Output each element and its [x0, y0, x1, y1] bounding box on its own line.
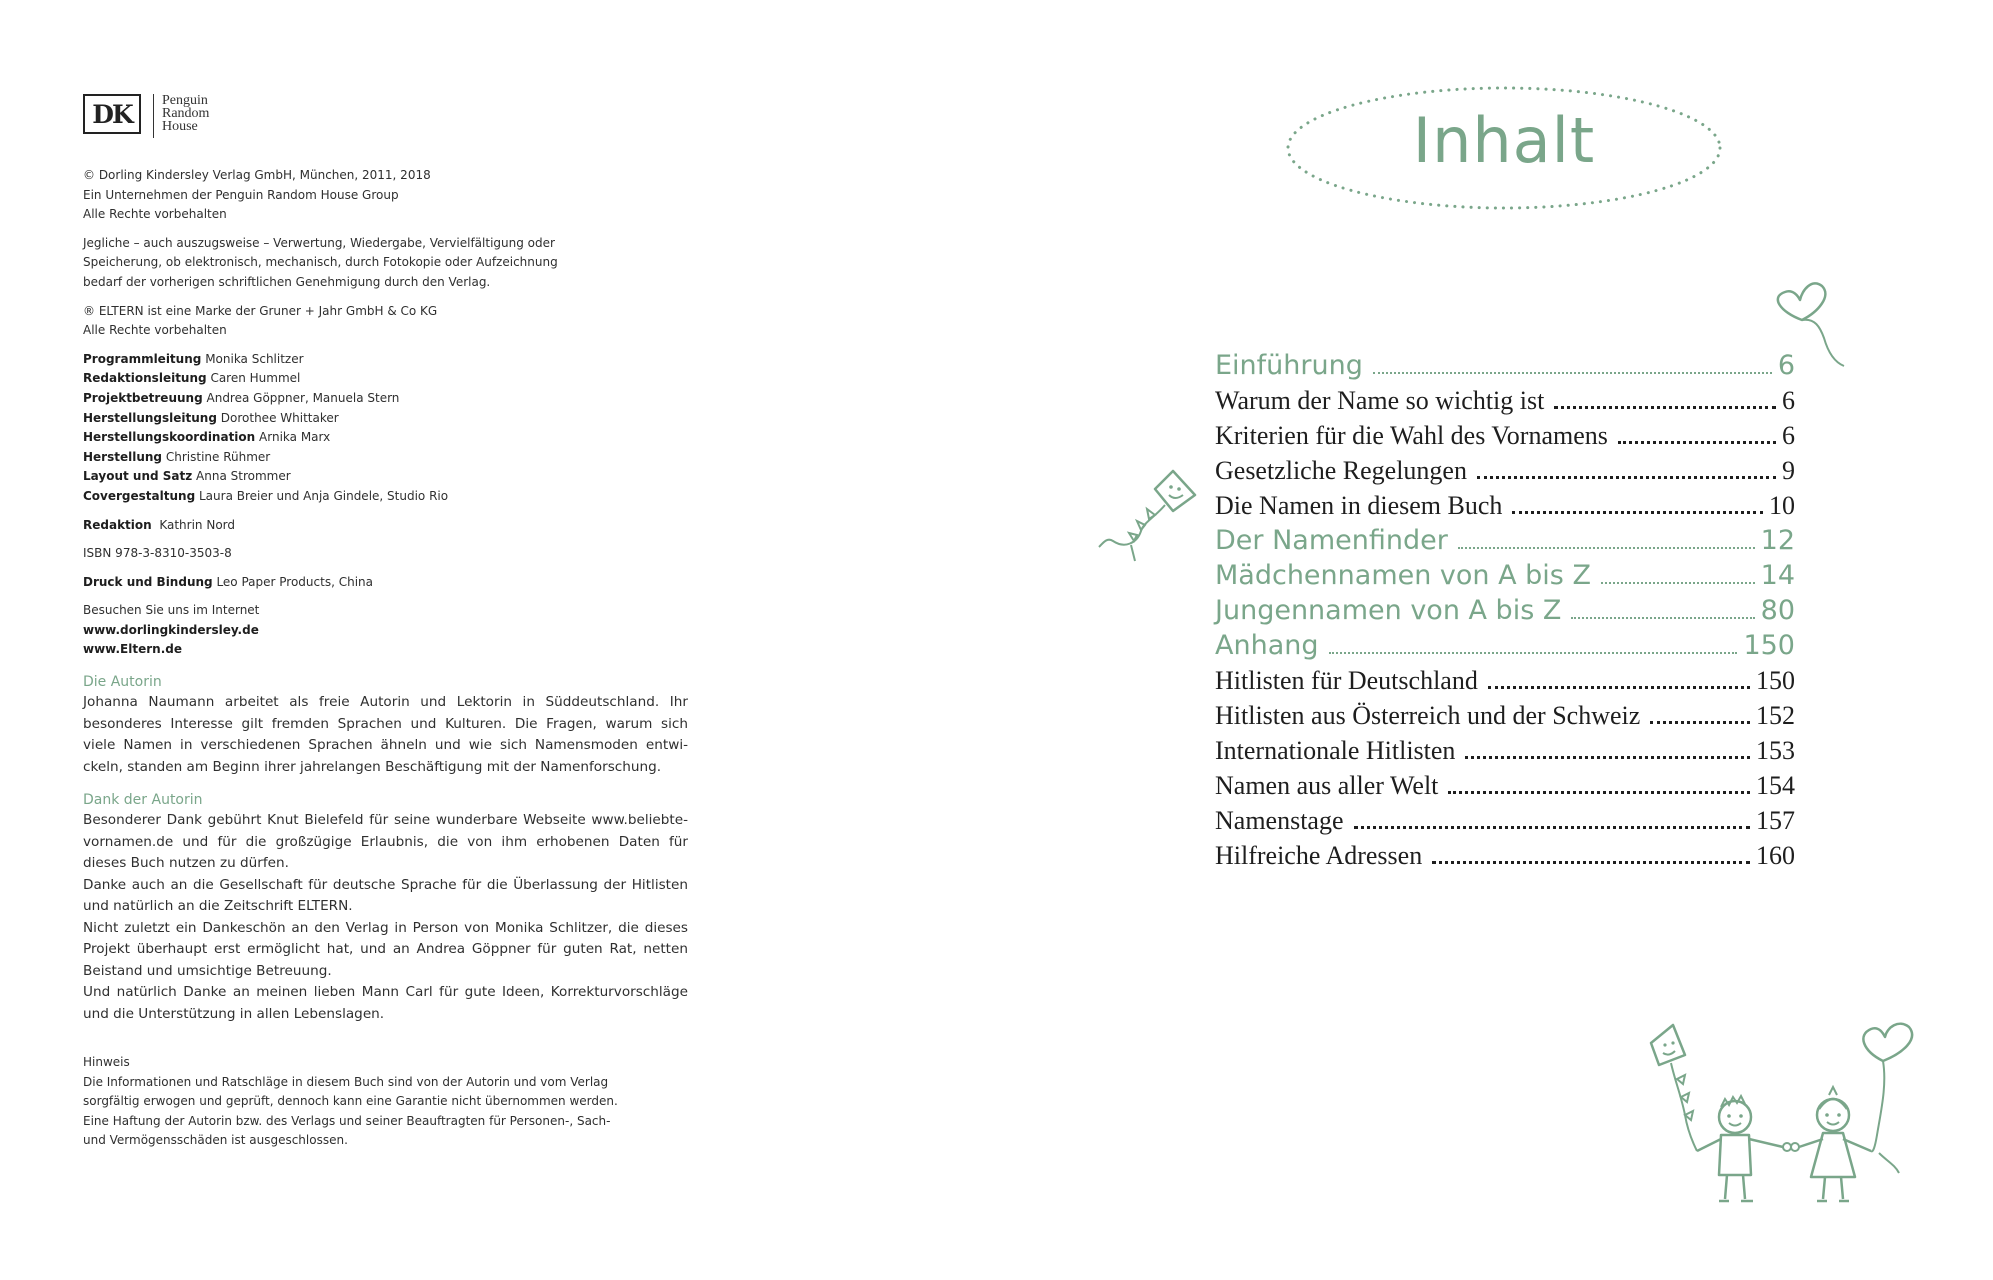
credit-line: [83, 369, 688, 389]
credit-role: Covergestaltung: [83, 488, 196, 503]
dank-line: vornamen.de und für die großzügige Erlaubnis, die von ihm erhobenen Daten für: [83, 833, 688, 850]
table-of-contents: [1215, 346, 1795, 871]
toc-entry[interactable]: [1215, 591, 1795, 626]
toc-entry[interactable]: [1215, 346, 1795, 381]
credit-line: [83, 428, 688, 448]
web-block: [83, 601, 688, 660]
toc-leader-dots: [1354, 826, 1750, 829]
credit-name: Monika Schlitzer: [205, 351, 304, 366]
toc-entry-page: 157: [1756, 806, 1795, 835]
autorin-text: [83, 692, 688, 778]
credit-line: [83, 350, 688, 370]
dank-line: Besonderer Dank gebührt Knut Bielefeld für seine wunderbare Webseite www.beliebte-: [83, 812, 688, 829]
toc-entry-label: Anhang: [1215, 630, 1319, 661]
credit-name: Anna Strommer: [196, 469, 291, 484]
toc-entry-page: 6: [1782, 421, 1795, 450]
credit-role: Druck und Bindung: [83, 574, 213, 589]
toc-entry[interactable]: [1215, 836, 1795, 871]
credit-name: Andrea Göppner, Manuela Stern: [206, 390, 400, 405]
rights-block: [83, 234, 688, 293]
toc-entry-label: Jungennamen von A bis Z: [1215, 595, 1562, 626]
credit-name: Caren Hummel: [210, 371, 301, 386]
toc-entry-page: 6: [1777, 350, 1795, 381]
toc-entry-page: 10: [1769, 491, 1795, 520]
toc-entry[interactable]: [1215, 451, 1795, 486]
toc-leader-dots: [1601, 582, 1755, 584]
toc-entry[interactable]: [1215, 731, 1795, 766]
dank-line: und natürlich an die Zeitschrift ELTERN.: [83, 898, 353, 915]
toc-entry-page: 152: [1756, 701, 1795, 730]
toc-entry-label: Namen aus aller Welt: [1215, 771, 1439, 800]
toc-leader-dots: [1618, 441, 1776, 444]
toc-entry[interactable]: [1215, 696, 1795, 731]
publisher-logo: [83, 94, 688, 140]
credit-line: [83, 467, 688, 487]
toc-leader-dots: [1448, 791, 1750, 794]
autorin-line: Johanna Naumann arbeitet als freie Autorin und Lektorin in Süddeutschland. Ihr: [83, 694, 688, 711]
prh-line: Penguin: [162, 93, 208, 108]
toc-entry-label: Namenstage: [1215, 806, 1344, 835]
toc-leader-dots: [1373, 372, 1772, 374]
toc-entry-label: Einführung: [1215, 350, 1363, 381]
druck-line: [83, 573, 688, 593]
isbn-line: ISBN 978-3-8310-3503-8: [83, 546, 232, 561]
autorin-heading: Die Autorin: [83, 674, 162, 691]
copyright-line: © Dorling Kindersley Verlag GmbH, München, 2011, 2018: [83, 168, 431, 182]
toc-entry-label: Hitlisten für Deutschland: [1215, 666, 1478, 695]
rights-line: Jegliche – auch auszugsweise – Verwertung, Wiedergabe, Vervielfältigung oder: [83, 235, 555, 250]
toc-entry-page: 14: [1760, 560, 1795, 591]
toc-leader-dots: [1488, 686, 1750, 689]
toc-entry[interactable]: [1215, 766, 1795, 801]
toc-entry-page: 150: [1743, 630, 1795, 661]
kite-icon: [1095, 465, 1205, 565]
web-link: www.dorlingkindersley.de: [83, 622, 259, 637]
hinweis-line: Die Informationen und Ratschläge in diesem Buch sind von der Autorin und vom Verlag: [83, 1074, 609, 1089]
toc-entry[interactable]: [1215, 486, 1795, 521]
toc-entry-label: Gesetzliche Regelungen: [1215, 456, 1467, 485]
toc-entry-label: Hilfreiche Adressen: [1215, 841, 1423, 870]
hinweis-line: Eine Haftung der Autorin bzw. des Verlags und seiner Beauftragten für Personen-, Sach-: [83, 1113, 611, 1128]
toc-title-area: [1284, 84, 1724, 212]
autorin-line: besonderes Interesse gilt fremden Sprachen und Kulturen. Die Fragen, warum sich: [83, 715, 688, 732]
credit-role: Herstellungskoordination: [83, 430, 256, 445]
toc-entry[interactable]: [1215, 556, 1795, 591]
credit-line: [83, 409, 688, 429]
prh-wordmark: [162, 94, 209, 133]
toc-entry-page: 154: [1756, 771, 1795, 800]
rights-line: Speicherung, ob elektronisch, mechanisch, durch Fotokopie oder Aufzeichnung: [83, 255, 558, 270]
toc-entry-page: 12: [1760, 525, 1795, 556]
toc-entry[interactable]: [1215, 381, 1795, 416]
credit-name: Laura Breier und Anja Gindele, Studio Rio: [199, 488, 449, 503]
dank-line: Beistand und umsichtige Betreuung.: [83, 962, 332, 979]
hinweis-line: und Vermögensschäden ist ausgeschlossen.: [83, 1133, 348, 1148]
autorin-line: ckeln, standen am Beginn ihrer jahrelangen Beschäftigung mit der Namenforschung.: [83, 758, 662, 775]
toc-leader-dots: [1329, 652, 1738, 654]
credit-role: Programmleitung: [83, 351, 202, 366]
toc-entry-label: Warum der Name so wichtig ist: [1215, 386, 1545, 415]
toc-leader-dots: [1458, 547, 1755, 549]
toc-entry[interactable]: [1215, 521, 1795, 556]
hinweis-line: sorgfältig erwogen und geprüft, dennoch kann eine Garantie nicht übernommen werden.: [83, 1094, 618, 1109]
toc-entry-label: Kriterien für die Wahl des Vornamens: [1215, 421, 1608, 450]
toc-entry[interactable]: [1215, 416, 1795, 451]
copyright-line: Ein Unternehmen der Penguin Random House Group: [83, 187, 399, 202]
toc-leader-dots: [1512, 511, 1763, 514]
credits-block: [83, 350, 688, 507]
toc-entry-label: Hitlisten aus Österreich und der Schweiz: [1215, 701, 1641, 730]
autorin-line: viele Namen in verschiedenen Sprachen ähneln und wie sich Namensmoden entwi-: [83, 737, 688, 754]
toc-entry-label: Die Namen in diesem Buch: [1215, 491, 1503, 520]
logo-divider: [153, 94, 154, 138]
toc-leader-dots: [1432, 861, 1750, 864]
web-link: www.Eltern.de: [83, 642, 182, 657]
dank-text: [83, 810, 688, 1025]
toc-entry-page: 150: [1756, 666, 1795, 695]
dank-line: Danke auch an die Gesellschaft für deutsche Sprache für die Überlassung der Hitlisten: [83, 876, 688, 893]
credit-name: Christine Rühmer: [165, 449, 271, 464]
toc-entry-label: Der Namenfinder: [1215, 525, 1448, 556]
trademark-line: Alle Rechte vorbehalten: [83, 323, 227, 338]
credit-name: Kathrin Nord: [159, 517, 235, 532]
toc-entry-page: 80: [1760, 595, 1795, 626]
credit-role: Redaktionsleitung: [83, 371, 207, 386]
rights-line: bedarf der vorherigen schriftlichen Genehmigung durch den Verlag.: [83, 274, 491, 289]
credit-line: [83, 487, 688, 507]
toc-entry-page: 153: [1756, 736, 1795, 765]
trademark-line: ® ELTERN ist eine Marke der Gruner + Jahr GmbH & Co KG: [83, 303, 438, 318]
prh-line: House: [162, 119, 198, 134]
toc-leader-dots: [1554, 406, 1776, 409]
redaktion-line: [83, 516, 688, 536]
visit-text: Besuchen Sie uns im Internet: [83, 603, 260, 618]
credit-line: [83, 448, 688, 468]
dank-line: Und natürlich Danke an meinen lieben Mann Carl für gute Ideen, Korrekturvorschläge: [83, 984, 688, 1001]
toc-entry-label: Mädchennamen von A bis Z: [1215, 560, 1591, 591]
toc-leader-dots: [1465, 756, 1750, 759]
copyright-block: [83, 166, 688, 225]
dank-line: Nicht zuletzt ein Dankeschön an den Verlag in Person von Monika Schlitzer, die dieses: [83, 919, 688, 936]
toc-title: Inhalt: [1412, 104, 1596, 177]
toc-leader-dots: [1650, 721, 1750, 724]
credit-name: Dorothee Whittaker: [220, 410, 339, 425]
credit-role: Herstellungsleitung: [83, 410, 217, 425]
hinweis-heading: Hinweis: [83, 1055, 130, 1070]
toc-entry[interactable]: [1215, 801, 1795, 836]
children-with-kite-and-balloon-icon: [1625, 1015, 1930, 1215]
trademark-block: [83, 302, 688, 341]
toc-entry[interactable]: [1215, 661, 1795, 696]
toc-entry-label: Internationale Hitlisten: [1215, 736, 1456, 765]
credit-name: Leo Paper Products, China: [216, 574, 373, 589]
dk-logo-icon: DK: [83, 94, 141, 134]
credit-role: Redaktion: [83, 517, 152, 532]
dank-line: dieses Buch nutzen zu dürfen.: [83, 855, 289, 872]
prh-line: Random: [162, 106, 210, 121]
credit-line: [83, 389, 688, 409]
copyright-line: Alle Rechte vorbehalten: [83, 207, 227, 222]
dank-line: und die Unterstützung in allen Lebenslagen.: [83, 1005, 385, 1022]
credit-name: Arnika Marx: [259, 430, 331, 445]
toc-entry[interactable]: [1215, 626, 1795, 661]
toc-entry-page: 6: [1782, 386, 1795, 415]
dank-line: Projekt überhaupt erst ermöglicht hat, und an Andrea Göppner für guten Rat, netten: [83, 941, 688, 958]
toc-leader-dots: [1477, 476, 1776, 479]
imprint-page: [83, 94, 688, 1151]
toc-leader-dots: [1571, 617, 1754, 619]
toc-entry-page: 9: [1782, 456, 1795, 485]
toc-entry-page: 160: [1756, 841, 1795, 870]
credit-role: Projektbetreuung: [83, 390, 203, 405]
credit-role: Herstellung: [83, 449, 163, 464]
hinweis-block: [83, 1053, 688, 1151]
dank-heading: Dank der Autorin: [83, 792, 203, 809]
credit-role: Layout und Satz: [83, 469, 193, 484]
